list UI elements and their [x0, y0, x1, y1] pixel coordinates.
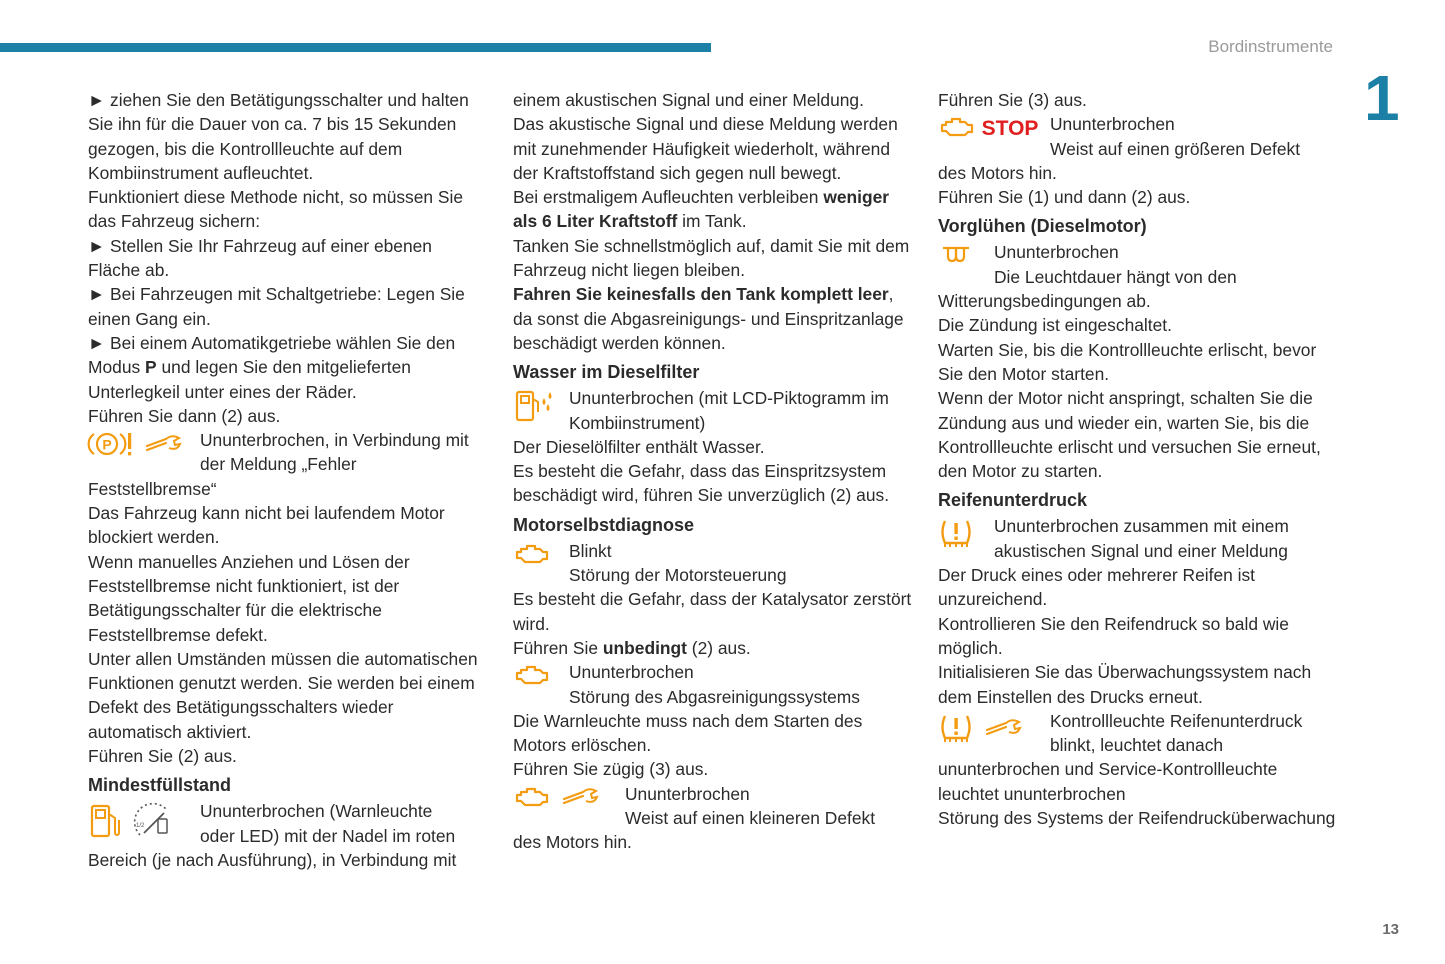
stop-icon	[981, 114, 1039, 141]
fuel-gauge-icon	[132, 801, 176, 841]
paragraph: ► Bei einem Automatikgetriebe wählen Sie den Modus P und legen Sie den mitgelieferten Unterlegkeil unter eines der Räder.	[88, 332, 456, 402]
section-title: Bordinstrumente	[1208, 37, 1333, 56]
paragraph: Es besteht die Gefahr, dass der Katalysator zerstört wird.	[513, 589, 912, 634]
svg-text:1/2: 1/2	[136, 823, 145, 830]
paragraph: Bei erstmaligem Aufleuchten verbleiben weniger als 6 Liter Kraftstoff im Tank.	[513, 187, 890, 232]
engine-icon	[513, 541, 551, 567]
paragraph: Führen Sie unbedingt (2) aus.	[513, 637, 751, 658]
paragraph: des Motors hin.	[938, 162, 1057, 183]
section-heading: Wasser im Dieselfilter	[513, 362, 700, 383]
warning-text: Kombiinstrument)	[569, 412, 706, 433]
paragraph: Führen Sie (3) aus.	[938, 90, 1087, 110]
warning-text: oder LED) mit der Nadel im roten	[200, 825, 456, 846]
column-1	[88, 88, 488, 872]
warning-text: Ununterbrochen zusammen mit einem	[994, 516, 1289, 537]
svg-text:P: P	[102, 436, 112, 453]
section-heading: Reifenunterdruck	[938, 490, 1088, 511]
section-heading: Motorselbstdiagnose	[513, 514, 695, 535]
engine-icon	[938, 114, 976, 140]
warning-text: Ununterbrochen	[1050, 114, 1175, 135]
warning-text: Weist auf einen kleineren Defekt	[625, 808, 876, 829]
warning-row-engine-minor-defect	[513, 782, 913, 831]
warning-text: Ununterbrochen (mit LCD-Piktogramm im	[569, 388, 889, 409]
warning-text: Ununterbrochen	[625, 783, 750, 804]
paragraph: Funktioniert diese Methode nicht, so müssen Sie das Fahrzeug sichern:	[88, 187, 464, 232]
fuel-pump-icon	[88, 802, 122, 840]
paragraph: Führen Sie zügig (3) aus.	[513, 759, 709, 780]
tyre-pressure-icon	[938, 711, 974, 745]
paragraph: ununterbrochen und Service-Kontrollleuchte leuchtet ununterbrochen	[938, 759, 1278, 804]
chapter-number: 1	[1364, 62, 1400, 134]
tyre-pressure-icon	[938, 516, 974, 550]
paragraph: Die Warnleuchte muss nach dem Starten des Motors erlöschen.	[513, 710, 863, 756]
warning-text: Ununterbrochen (Warnleuchte	[200, 801, 433, 822]
warning-text: Kontrollleuchte Reifenunterdruck	[1050, 710, 1303, 731]
warning-text: Störung des Abgasreinigungssystems	[569, 686, 860, 707]
page-number: 13	[1382, 921, 1399, 938]
engine-icon	[513, 784, 551, 810]
warning-row-engine-flashing	[513, 539, 913, 588]
paragraph: Der Druck eines oder mehrerer Reifen ist unzureichend.	[938, 565, 1256, 610]
warning-row-engine-stop	[938, 112, 1338, 161]
paragraph: Störung des Systems der Reifendrucküberwachung	[938, 808, 1336, 829]
warning-row-engine-continuous	[513, 660, 913, 709]
paragraph: Witterungsbedingungen ab.	[938, 291, 1151, 312]
paragraph: Feststellbremse“	[88, 478, 217, 499]
warning-text: Ununterbrochen	[994, 242, 1119, 263]
paragraph: Kontrollieren Sie den Reifendruck so bald wie möglich.	[938, 613, 1289, 658]
service-wrench-icon	[144, 433, 184, 455]
column-2	[513, 88, 913, 855]
paragraph: ► ziehen Sie den Betätigungsschalter und halten Sie ihn für die Dauer von ca. 7 bis 15 Sekunden gezogen, bis die Kontrollleuchte auf dem Kombiinstrument aufleuchtet.	[88, 90, 469, 183]
svg-text:STOP: STOP	[981, 117, 1039, 141]
paragraph: des Motors hin.	[513, 832, 632, 853]
glow-plug-icon	[938, 242, 974, 268]
paragraph: Bereich (je nach Ausführung), in Verbindung mit	[88, 849, 457, 870]
header-accent-bar	[0, 43, 711, 52]
paragraph: Führen Sie (2) aus.	[88, 746, 237, 767]
warning-text: Die Leuchtdauer hängt von den	[994, 266, 1237, 287]
warning-row-tyre-pressure-service	[938, 709, 1338, 758]
paragraph: Der Dieselölfilter enthält Wasser.	[513, 436, 765, 457]
service-wrench-icon	[984, 717, 1024, 739]
warning-row-parking-brake	[88, 428, 488, 477]
paragraph: Fahren Sie keinesfalls den Tank komplett leer, da sonst die Abgasreinigungs- und Einspritzanlage beschädigt werden können.	[513, 284, 904, 353]
warning-row-tyre-pressure	[938, 514, 1338, 563]
water-in-diesel-icon	[513, 388, 555, 424]
paragraph: Das akustische Signal und diese Meldung werden mit zunehmender Häufigkeit wiederholt, während der Kraftstoffstand sich gegen null bewegt.	[513, 114, 898, 183]
paragraph: Wenn manuelles Anziehen und Lösen der Feststellbremse nicht funktioniert, ist der Betätigungsschalter für die elektrische Feststellbremse defekt.	[88, 551, 410, 645]
warning-text: der Meldung „Fehler	[200, 454, 357, 475]
warning-text: Weist auf einen größeren Defekt	[1050, 138, 1301, 159]
warning-text: Blinkt	[569, 540, 612, 561]
section-heading: Mindestfüllstand	[88, 775, 231, 796]
paragraph: einem akustischen Signal und einer Meldung.	[513, 90, 864, 110]
warning-text: blinkt, leuchtet danach	[1050, 735, 1224, 756]
paragraph: ► Stellen Sie Ihr Fahrzeug auf einer ebenen Fläche ab.	[88, 235, 432, 281]
paragraph: Wenn der Motor nicht anspringt, schalten Sie die Zündung aus und wieder ein, warten Sie, bis die Kontrollleuchte erlischt und versuchen Sie erneut, den Motor zu starten.	[938, 388, 1321, 482]
paragraph: Führen Sie dann (2) aus.	[88, 405, 281, 426]
warning-row-min-fuel	[88, 799, 488, 848]
paragraph: Warten Sie, bis die Kontrollleuchte erlischt, bevor Sie den Motor starten.	[938, 339, 1317, 384]
paragraph: Initialisieren Sie das Überwachungssystem nach dem Einstellen des Drucks erneut.	[938, 662, 1312, 707]
warning-row-water-in-diesel	[513, 386, 913, 435]
service-wrench-icon	[561, 786, 601, 808]
warning-row-glow-plug	[938, 240, 1338, 289]
paragraph: Unter allen Umständen müssen die automatischen Funktionen genutzt werden. Sie werden bei einem Defekt des Betätigungsschalters wieder automatisch aktiviert.	[88, 648, 478, 742]
column-3	[938, 88, 1338, 830]
paragraph: Die Zündung ist eingeschaltet.	[938, 315, 1172, 336]
paragraph: ► Bei Fahrzeugen mit Schaltgetriebe: Legen Sie einen Gang ein.	[88, 284, 465, 329]
paragraph: Tanken Sie schnellstmöglich auf, damit Sie mit dem Fahrzeug nicht liegen bleiben.	[513, 235, 910, 281]
parking-brake-warning-icon	[88, 430, 134, 458]
warning-text: Störung der Motorsteuerung	[569, 565, 787, 586]
engine-icon	[513, 662, 551, 688]
paragraph: Das Fahrzeug kann nicht bei laufendem Motor blockiert werden.	[88, 503, 445, 548]
paragraph: Führen Sie (1) und dann (2) aus.	[938, 187, 1191, 208]
warning-text: Ununterbrochen, in Verbindung mit	[200, 430, 469, 451]
section-heading: Vorglühen (Dieselmotor)	[938, 216, 1147, 237]
warning-text: akustischen Signal und einer Meldung	[994, 540, 1288, 561]
warning-text: Ununterbrochen	[569, 662, 694, 683]
paragraph: Es besteht die Gefahr, dass das Einspritzsystem beschädigt wird, führen Sie unverzüglich (2) aus.	[513, 461, 890, 506]
